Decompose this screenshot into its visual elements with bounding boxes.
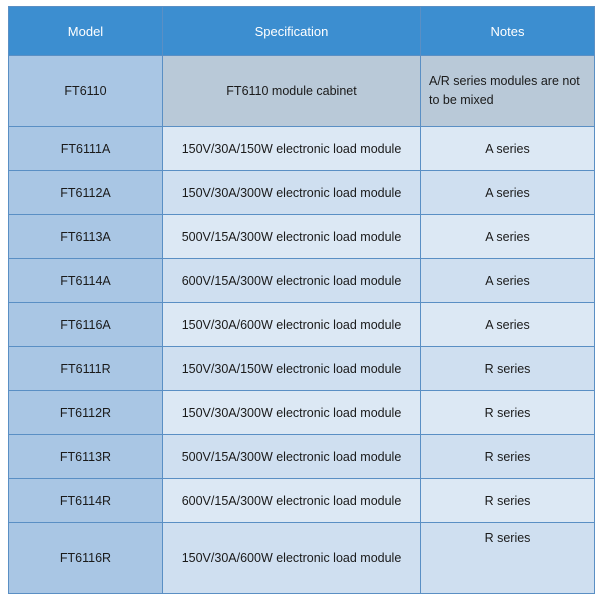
cell-specification: 150V/30A/600W electronic load module bbox=[163, 303, 421, 347]
cell-model: FT6116A bbox=[9, 303, 163, 347]
cell-specification: 600V/15A/300W electronic load module bbox=[163, 479, 421, 523]
cell-notes: A/R series modules are not to be mixed bbox=[421, 56, 595, 127]
cell-specification: 150V/30A/300W electronic load module bbox=[163, 391, 421, 435]
cell-specification: FT6110 module cabinet bbox=[163, 56, 421, 127]
table-row bbox=[9, 127, 595, 171]
table-row bbox=[9, 171, 595, 215]
table-body bbox=[9, 56, 595, 594]
table-row bbox=[9, 303, 595, 347]
table-header-row bbox=[9, 7, 595, 56]
cell-model: FT6116R bbox=[9, 523, 163, 594]
cell-model: FT6111R bbox=[9, 347, 163, 391]
table-row bbox=[9, 391, 595, 435]
table-row bbox=[9, 56, 595, 127]
module-specification-table bbox=[8, 6, 595, 594]
cell-specification: 600V/15A/300W electronic load module bbox=[163, 259, 421, 303]
column-header-specification: Specification bbox=[163, 7, 421, 56]
cell-model: FT6114A bbox=[9, 259, 163, 303]
cell-specification: 150V/30A/150W electronic load module bbox=[163, 127, 421, 171]
table-row bbox=[9, 347, 595, 391]
cell-notes: R series bbox=[421, 479, 595, 523]
table-row bbox=[9, 523, 595, 594]
cell-notes: A series bbox=[421, 127, 595, 171]
table-row bbox=[9, 215, 595, 259]
cell-model: FT6112R bbox=[9, 391, 163, 435]
cell-model: FT6110 bbox=[9, 56, 163, 127]
cell-notes: R series bbox=[421, 347, 595, 391]
cell-model: FT6112A bbox=[9, 171, 163, 215]
cell-specification: 150V/30A/300W electronic load module bbox=[163, 171, 421, 215]
cell-notes: A series bbox=[421, 171, 595, 215]
cell-notes: R series bbox=[421, 435, 595, 479]
table-row bbox=[9, 259, 595, 303]
cell-specification: 500V/15A/300W electronic load module bbox=[163, 215, 421, 259]
column-header-model: Model bbox=[9, 7, 163, 56]
cell-notes: A series bbox=[421, 215, 595, 259]
table-row bbox=[9, 479, 595, 523]
cell-model: FT6111A bbox=[9, 127, 163, 171]
cell-notes: R series bbox=[421, 391, 595, 435]
cell-specification: 150V/30A/600W electronic load module bbox=[163, 523, 421, 594]
table-header bbox=[9, 7, 595, 56]
cell-specification: 150V/30A/150W electronic load module bbox=[163, 347, 421, 391]
cell-model: FT6113R bbox=[9, 435, 163, 479]
cell-notes: A series bbox=[421, 259, 595, 303]
cell-specification: 500V/15A/300W electronic load module bbox=[163, 435, 421, 479]
table-row bbox=[9, 435, 595, 479]
column-header-notes: Notes bbox=[421, 7, 595, 56]
cell-model: FT6114R bbox=[9, 479, 163, 523]
cell-model: FT6113A bbox=[9, 215, 163, 259]
cell-notes: A series bbox=[421, 303, 595, 347]
cell-notes: R series bbox=[421, 523, 595, 594]
